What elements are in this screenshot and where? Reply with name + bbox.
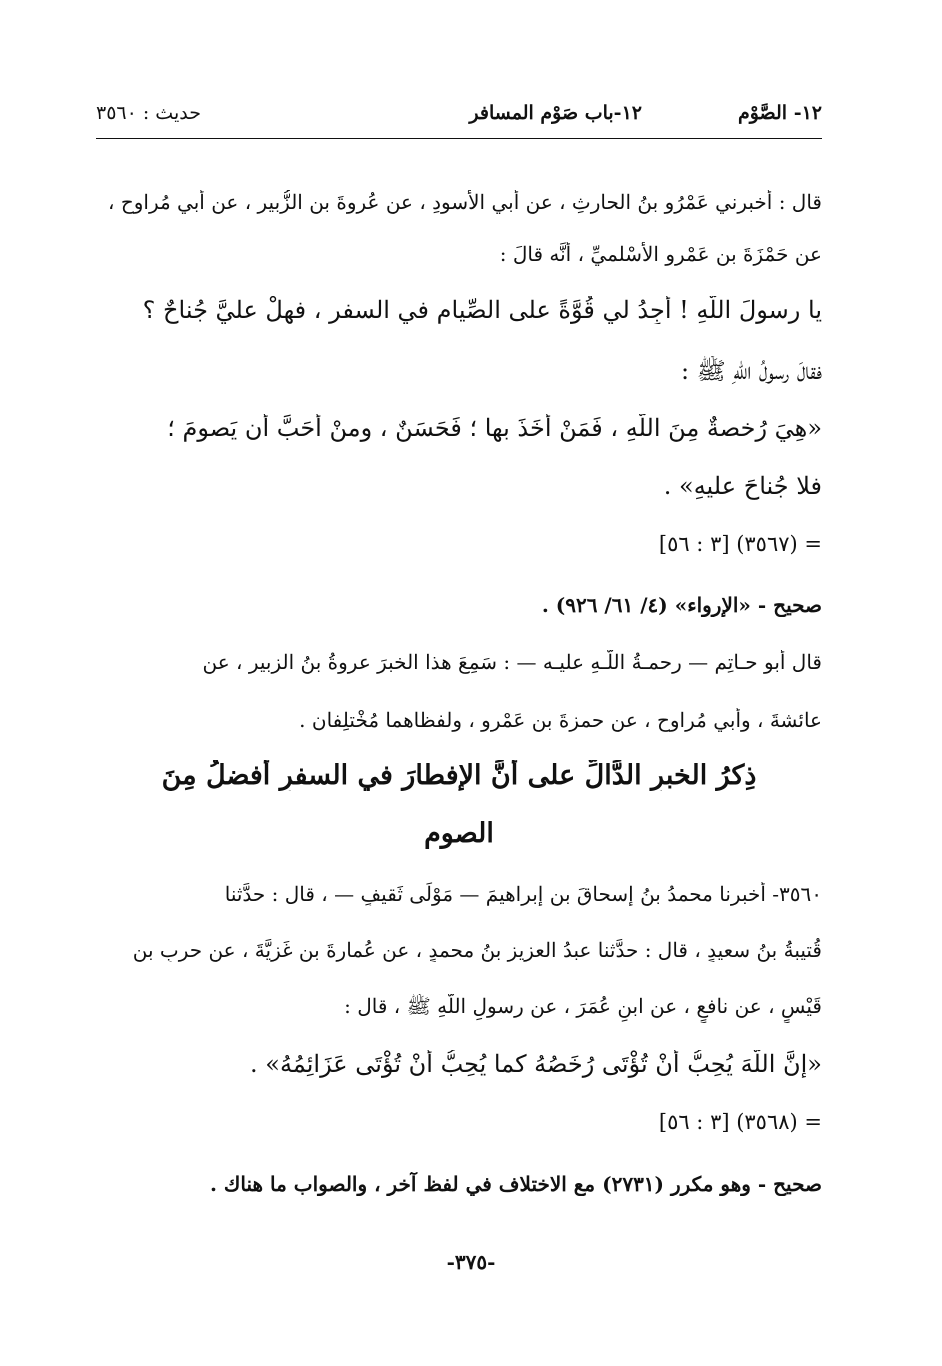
hadith-text: «إنَّ اللّهَ يُحِبُّ أنْ تُؤْتَى رُخَصُهُ كما يُحِبُّ أَنْ تُؤْتَى عَزَائِمُهُ» .: [250, 1050, 822, 1078]
text-line: قال : أخبرني عَمْرُو بنُ الحارثِ ، عن أبي الأسودِ ، عن عُروةَ بنِ الزُّبيرِ ، عن أبي مُراوحٍ ،: [108, 190, 822, 214]
text-line: فقالَ رسولُ اللّهِ ﷺ :: [680, 357, 822, 385]
grading-note: صحيح - «الإرواء» (٤/ ٦١/ ٩٢٦) .: [541, 593, 822, 617]
hadith-text: «هِيَ رُخصةٌ مِنَ اللّهِ ، فَمَنْ أَخَذَ بها ؛ فَحَسَنٌ ، ومنْ أَحَبَّ أن يَصومَ ؛: [167, 414, 822, 442]
hadith-text: فلا جُناحَ عليهِ» .: [663, 472, 822, 500]
isnad-line: قَيْسٍ ، عن نافعٍ ، عن ابنِ عُمَرَ ، عن رسولِ اللّهِ ﷺ ، قال :: [344, 994, 822, 1018]
cross-reference: = (٣٥٦٧) [٣ : ٥٦]: [658, 532, 822, 556]
commentary-line: قال أبو حـاتِم — رحمـةُ اللّـهِ عليـه — : سَمِعَ هذا الخبرَ عروةُ بنُ الزبير ، عن: [202, 650, 822, 674]
hadith-reference: حديث : ٣٥٦٠: [96, 102, 201, 124]
header-rule: [96, 138, 822, 139]
chapter-title: ١٢- الصَّوْم: [737, 102, 822, 124]
chapter-heading: الصومِ: [424, 818, 494, 849]
chapter-heading: ذِكرُ الخبرِ الدَّالِّ على أنَّ الإفطارَ في السفرِ أفضلُ مِنَ: [161, 760, 757, 791]
hadith-question: يا رسولَ اللّهِ ! أَجِدُ لي قُوَّةً على الصِّيامِ في السفرِ ، فهلْ عليَّ جُناحٌ ؟: [142, 296, 822, 324]
grading-note: صحيح - وهو مكرر (٢٧٣١) مع الاختلاف في لفظ آخر ، والصواب ما هناك .: [209, 1172, 822, 1196]
page-number: -٣٧٥-: [446, 1250, 496, 1274]
running-header: [96, 96, 822, 136]
cross-reference: = (٣٥٦٨) [٣ : ٥٦]: [658, 1110, 822, 1134]
commentary-line: عائشةَ ، وأبي مُراوحٍ ، عن حمزةَ بن عَمْرٍو ، ولفظاهما مُخْتلِفان .: [299, 708, 822, 732]
isnad-line: قُتيبةُ بنُ سعيدٍ ، قال : حدَّثنا عبدُ العزيزِ بنُ محمدٍ ، عن عُمارةَ بنِ غَزِيَّةَ ، عن حربِ بنِ: [132, 938, 822, 962]
isnad-line: ٣٥٦٠- أخبرنا محمدُ بنُ إسحاقَ بنِ إبراهيمَ — مَوْلَى ثَقيفٍ — ، قال : حدَّثنا: [224, 882, 822, 906]
text-line: عن حَمْزَةَ بنِ عَمْرٍو الأَسْلميِّ ، أنَّه قالَ :: [499, 242, 822, 266]
section-title: ١٢-باب صَوْم المسافر: [469, 102, 642, 124]
